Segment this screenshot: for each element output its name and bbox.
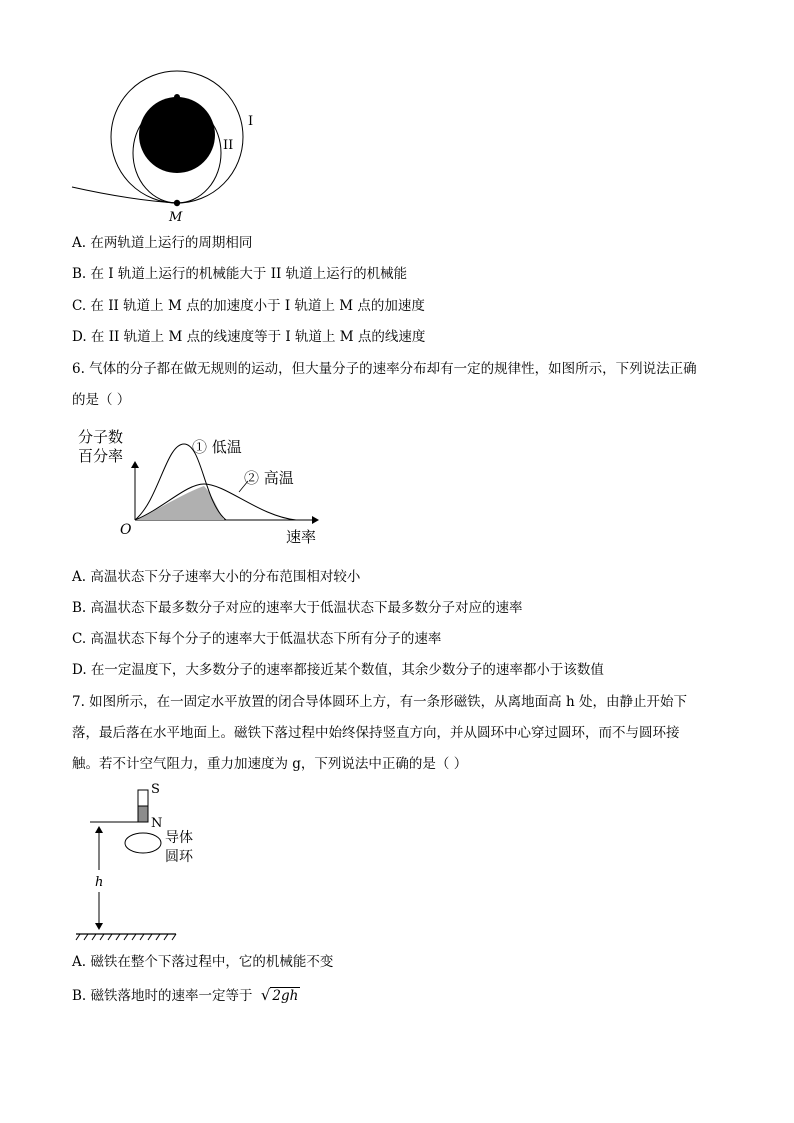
magnet-n-pole: [138, 806, 148, 822]
label-h: h: [95, 875, 104, 890]
label-orbit-II: II: [223, 138, 234, 153]
q5-option-d: D. 在 II 轨道上 M 点的线速度等于 I 轨道上 M 点的线速度: [72, 329, 426, 345]
speed-distribution-figure: [74, 424, 334, 550]
point-M-dot: [174, 200, 180, 206]
q6-option-a: A. 高温状态下分子速率大小的分布范围相对较小: [72, 569, 361, 585]
q6-option-d: D. 在一定温度下，大多数分子的速率都接近某个数值，其余少数分子的速率都小于该数值: [72, 662, 604, 678]
curve2-label: ② 高温: [244, 469, 294, 487]
planet-top-dot: [174, 94, 180, 100]
sqrt-expression: [261, 986, 301, 1005]
orbit-figure: [70, 70, 270, 230]
ground-hatch: [76, 934, 176, 940]
ring-label-line1: 导体: [165, 830, 193, 846]
q7-stem-line1: 7. 如图所示，在一固定水平放置的闭合导体圆环上方，有一条形磁铁，从离地面高 h 处，由静止开始下: [72, 694, 687, 710]
curve1-label: ① 低温: [192, 438, 242, 456]
magnet-ring-figure: [72, 780, 212, 942]
q5-option-b: B. 在 I 轨道上运行的机械能大于 II 轨道上运行的机械能: [72, 266, 408, 282]
planet: [139, 97, 215, 173]
x-label: 速率: [286, 528, 317, 546]
label-point-M: M: [169, 210, 183, 225]
q7-option-a: A. 磁铁在整个下落过程中，它的机械能不变: [72, 954, 334, 970]
conducting-ring: [125, 833, 161, 853]
label-N: N: [151, 816, 163, 831]
q6-stem-line2: 的是（ ）: [72, 392, 131, 408]
y-label-line2: 百分率: [78, 447, 124, 465]
q5-option-c: C. 在 II 轨道上 M 点的加速度小于 I 轨道上 M 点的加速度: [72, 298, 425, 314]
q6-stem-line1: 6. 气体的分子都在做无规则的运动，但大量分子的速率分布却有一定的规律性，如图所示，下列说法正确: [72, 361, 697, 377]
q5-option-a: A. 在两轨道上运行的周期相同: [72, 235, 253, 251]
q7-option-b: B. 磁铁落地时的速率一定等于: [72, 988, 253, 1004]
origin-label: O: [120, 522, 132, 538]
q6-option-c: C. 高温状态下每个分子的速率大于低温状态下所有分子的速率: [72, 631, 442, 647]
radical-sign: √: [260, 986, 271, 1004]
q7-stem-line3: 触。若不计空气阻力，重力加速度为 g，下列说法中正确的是（ ）: [72, 756, 468, 772]
y-label-line1: 分子数: [78, 428, 124, 446]
ring-label-line2: 圆环: [165, 849, 193, 865]
q6-option-b: B. 高温状态下最多数分子对应的速率大于低温状态下最多数分子对应的速率: [72, 600, 523, 616]
label-orbit-I: I: [248, 114, 254, 129]
q7-option-b-row: [72, 986, 300, 1005]
q7-stem-line2: 落，最后落在水平地面上。磁铁下落过程中始终保持竖直方向，并从圆环中心穿过圆环，而不与圆环接: [72, 725, 680, 741]
radicand: 2gh: [272, 988, 299, 1004]
magnet-s-pole: [138, 790, 148, 806]
label-S: S: [151, 782, 160, 797]
